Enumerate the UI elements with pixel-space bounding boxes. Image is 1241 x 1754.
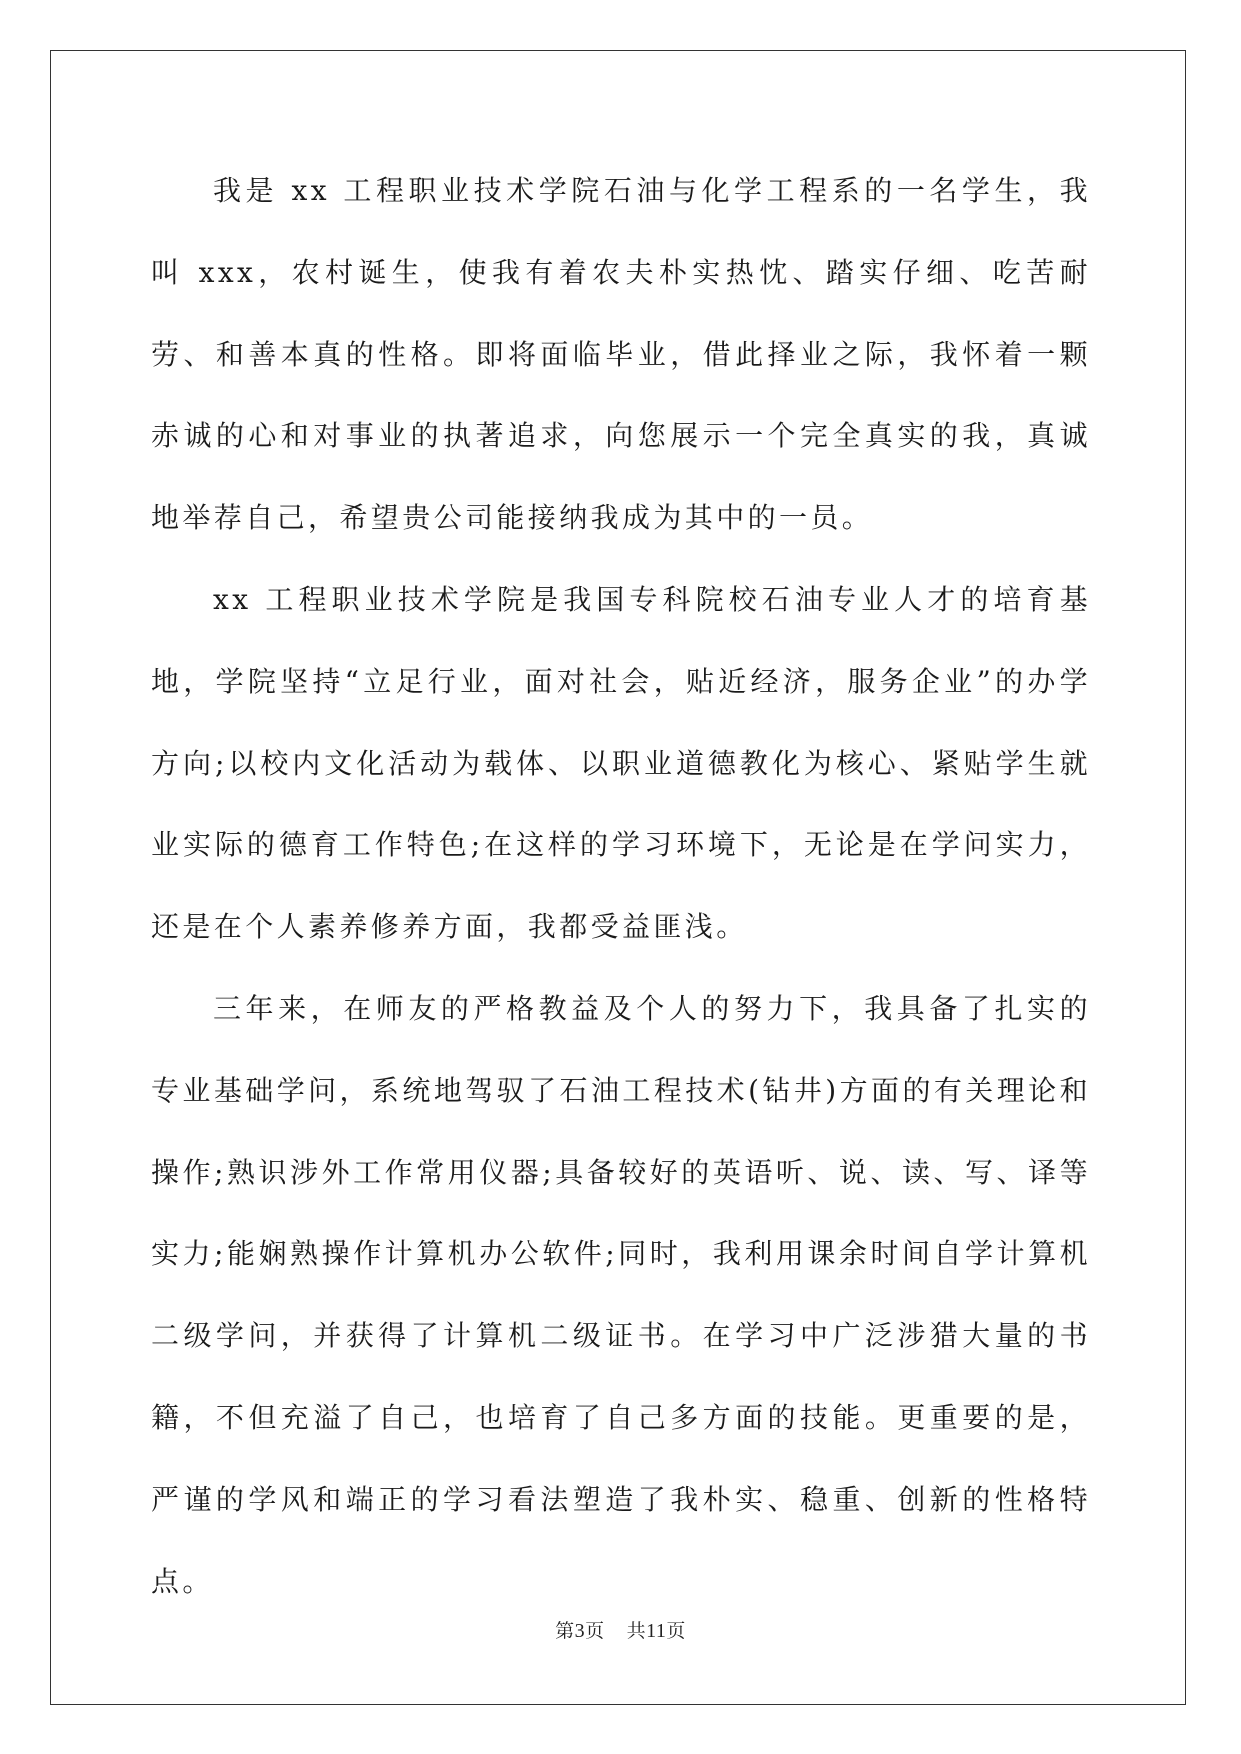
document-body (151, 150, 1091, 1622)
paragraph-1: 我是 xx 工程职业技术学院石油与化学工程系的一名学生，我叫 xxx，农村诞生，使我有着农夫朴实热忱、踏实仔细、吃苦耐劳、和善本真的性格。即将面临毕业，借此择业之际，我怀着一颗赤诚的心和对事业的执著追求，向您展示一个完全真实的我，真诚地举荐自己，希望贵公司能接纳我成为其中的一员。 (151, 174, 1091, 535)
page-number: 3 (574, 1620, 586, 1642)
page-prefix: 第 (555, 1620, 575, 1642)
total-pages: 11 (646, 1620, 667, 1642)
total-prefix: 共 (626, 1620, 647, 1642)
page-footer (0, 1616, 1241, 1643)
page-suffix: 页 (585, 1620, 605, 1642)
paragraph-2: xx 工程职业技术学院是我国专科院校石油专业人才的培育基地，学院坚持“立足行业，面对社会，贴近经济，服务企业”的办学方向;以校内文化活动为载体、以职业道德教化为核心、紧贴学生就业实际的德育工作特色;在这样的学习环境下，无论是在学问实力，还是在个人素养修养方面，我都受益匪浅。 (151, 582, 1091, 944)
paragraph-3: 三年来，在师友的严格教益及个人的努力下，我具备了扎实的专业基础学问，系统地驾驭了石油工程技术(钻井)方面的有关理论和操作;熟识涉外工作常用仪器;具备较好的英语听、说、读、写、译等实力;能娴熟操作计算机办公软件;同时，我利用课余时间自学计算机二级学问，并获得了计算机二级证书。在学习中广泛涉猎大量的书籍，不但充溢了自己，也培育了自己多方面的技能。更重要的是，严谨的学风和端正的学习看法塑造了我朴实、稳重、创新的性格特点。 (151, 991, 1091, 1598)
total-suffix: 页 (666, 1620, 686, 1642)
